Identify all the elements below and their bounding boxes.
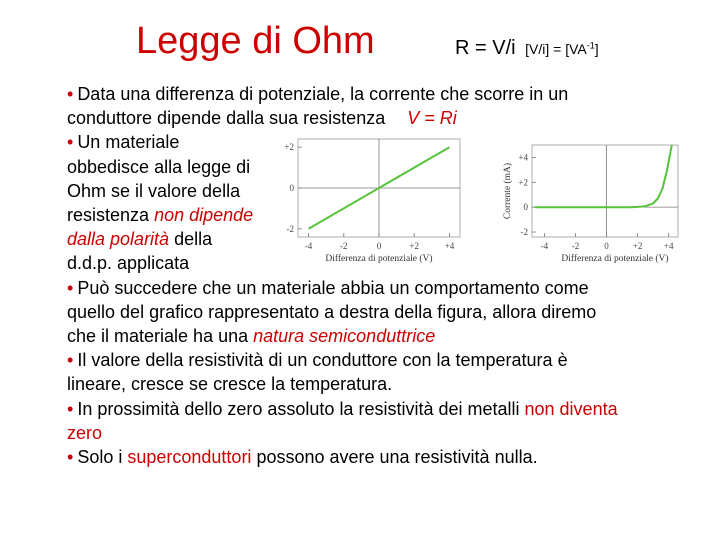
bullet-2-line-6: d.d.p. applicata xyxy=(67,253,190,274)
formula-text: R = V/i xyxy=(455,37,516,59)
bullet-2-line-1: • Un materiale xyxy=(67,132,180,153)
x-tick-label: +2 xyxy=(409,241,420,251)
bullet-3-line-1: • Può succedere che un materiale abbia un comportamento come xyxy=(67,277,589,298)
x-tick-label: +4 xyxy=(444,241,455,251)
highlight-non-diventa: non diventa xyxy=(524,398,618,419)
y-tick-label: 0 xyxy=(523,202,528,213)
highlight-superconduttori: superconduttori xyxy=(127,447,252,468)
bullet-marker: • xyxy=(67,277,74,298)
bullet-4-line-1: • Il valore della resistività di un conduttore con la temperatura è xyxy=(67,350,568,371)
series-line-1 xyxy=(535,145,672,207)
bullet-5-line-1: • In prossimità dello zero assoluto la resistività dei metalli non diventa xyxy=(67,398,618,419)
x-axis-label: Differenza di potenziale (V) xyxy=(561,254,669,264)
x-tick-label: -4 xyxy=(540,241,549,251)
y-tick-label: +2 xyxy=(284,142,294,153)
x-tick-label: 0 xyxy=(604,241,609,251)
bullet-3-line-3: che il materiale ha una natura semiconduttrice xyxy=(67,326,436,347)
ohm-equation: V = Ri xyxy=(407,108,457,129)
chart-2 xyxy=(502,145,678,264)
x-tick-label: +4 xyxy=(663,241,674,251)
x-tick-label: -2 xyxy=(340,241,348,251)
y-axis-label: Corrente (mA) xyxy=(503,162,513,220)
formula-units: $[V/i] = [VA^{-1}]$ xyxy=(525,40,599,57)
iv-characteristics-figure xyxy=(270,135,720,270)
bullet-marker: • xyxy=(67,398,74,419)
highlight-non-dipende: non dipende xyxy=(154,205,254,226)
bullet-marker: • xyxy=(67,350,74,371)
bullet-4-line-2: lineare, cresce se cresce la temperatura. xyxy=(67,374,393,395)
bullet-3-line-2: quello del grafico rappresentato a destra della figura, allora diremo xyxy=(67,301,597,322)
highlight-semiconduttrice: natura semiconduttrice xyxy=(253,326,436,347)
bullet-2-line-2: obbedisce alla legge di xyxy=(67,156,251,177)
bullet-2-line-3: Ohm se il valore della xyxy=(67,180,241,201)
y-tick-label: -2 xyxy=(520,227,528,238)
bullet-5-line-2: zero xyxy=(67,422,103,443)
bullet-2-line-5: dalla polarità della xyxy=(67,229,213,250)
x-tick-label: 0 xyxy=(376,241,382,251)
bullet-1-line-1: • Data una differenza di potenziale, la corrente che scorre in un xyxy=(67,84,569,104)
y-tick-label: -2 xyxy=(286,223,294,234)
x-tick-label: -4 xyxy=(304,241,313,251)
bullet-marker: • xyxy=(67,84,74,104)
chart-1 xyxy=(284,139,460,264)
highlight-polarita: dalla polarità xyxy=(67,229,170,250)
slide-title: Legge di Ohm xyxy=(136,20,375,62)
x-tick-label: -2 xyxy=(571,241,580,251)
x-axis-label: Differenza di potenziale (V) xyxy=(325,254,433,264)
y-tick-label: 0 xyxy=(289,183,294,193)
y-tick-label: +2 xyxy=(518,177,528,188)
ohm-formula xyxy=(455,37,599,60)
bullet-marker: • xyxy=(67,447,74,468)
bullet-2-line-4: resistenza non dipende xyxy=(67,205,254,226)
y-tick-label: +4 xyxy=(518,152,528,163)
x-tick-label: +2 xyxy=(632,241,643,251)
bullet-1-line-2: conduttore dipende dalla sua resistenza V = Ri xyxy=(67,108,457,129)
bullet-6-line-1: • Solo i superconduttori possono avere una resistività nulla. xyxy=(67,447,538,468)
bullet-marker: • xyxy=(67,132,74,153)
plot-frame xyxy=(532,145,678,237)
